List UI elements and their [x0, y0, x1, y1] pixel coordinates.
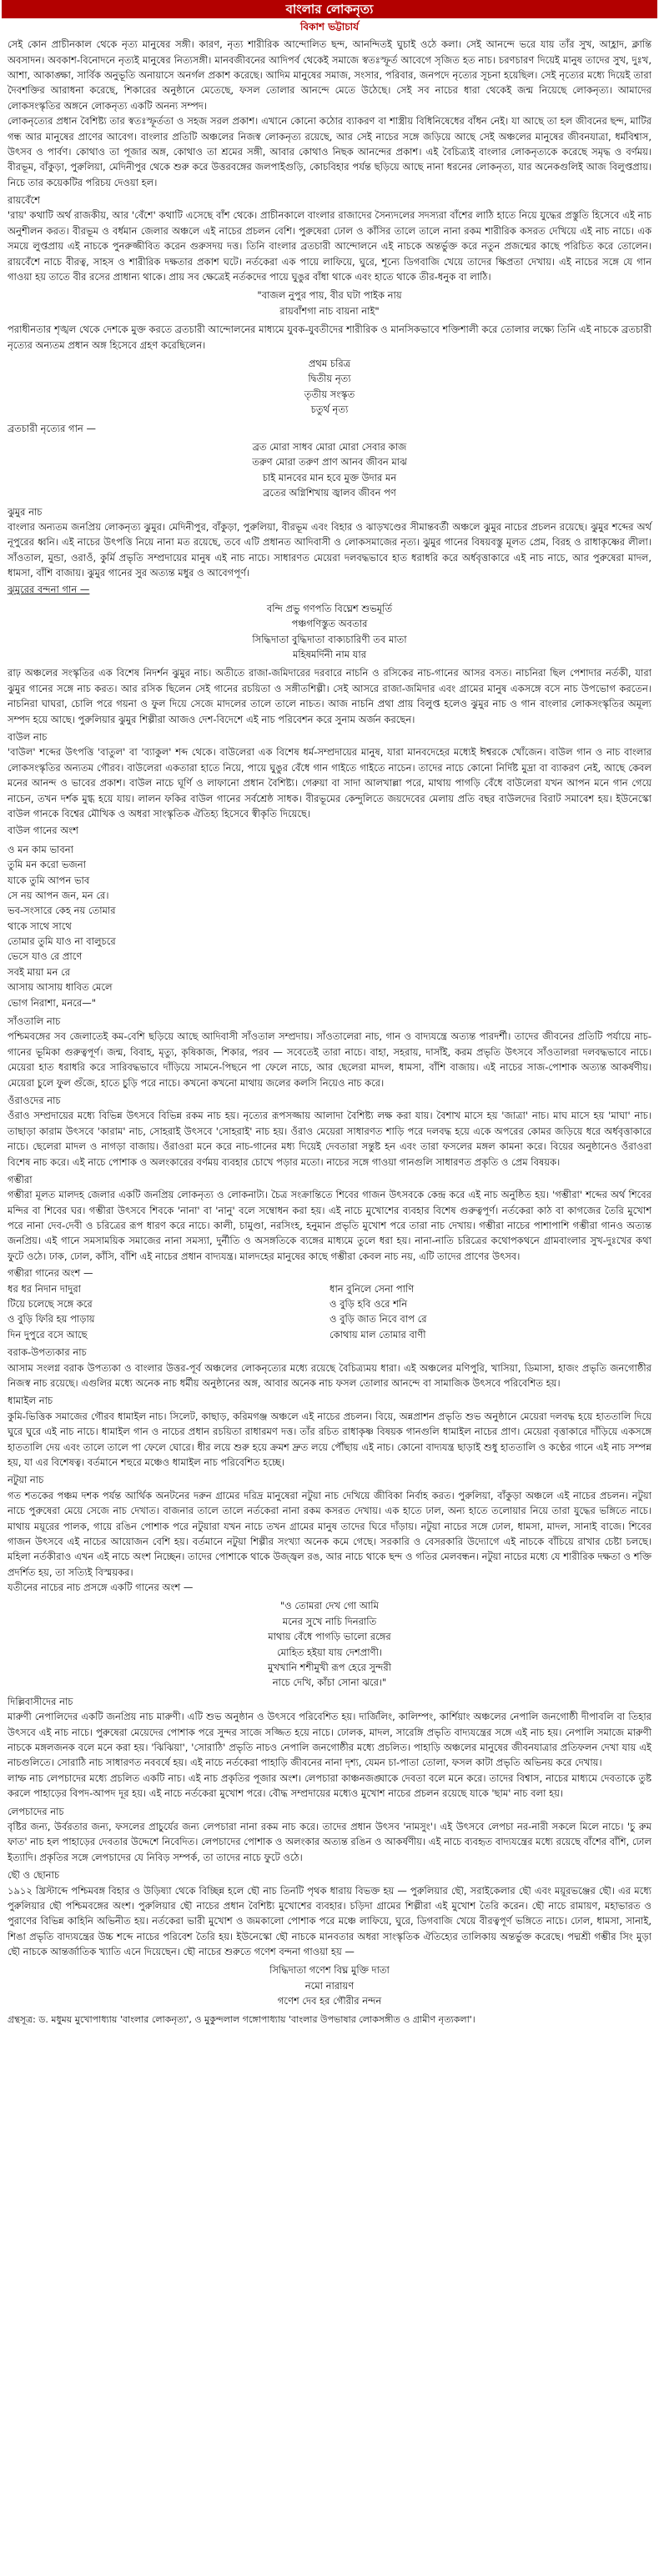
list-block — [8, 356, 651, 418]
song-label: গম্ভীরা গানের অংশ — — [8, 1267, 93, 1280]
poem-line: আসায় আসায় ধাবিত মেলে — [8, 981, 113, 994]
paragraph: ওঁরাও সম্প্রদায়ের মধ্যে বিভিন্ন উৎসবে বিভিন্ন রকম নাচ হয়। নৃত্যের রূপসজ্জায় আলাদা বৈশিষ্ট্য লক্ষ করা যায়। বৈশাখ মাসে হয় 'জাত্রা' নাচ। মাঘ মাসে হয় 'মাঘা' নাচ। তাছাড়া কারাম উৎসবে 'কারাম' নাচ, সোহরাই উৎসবে 'সোহরাই' নাচ হয়। ওঁরাও মেয়েরা সাধারণত শাড়ি পরে দলবদ্ধ হয়ে একে অপরের কোমর জড়িয়ে ধরে অর্ধবৃত্তাকারে নাচে। ছেলেরা মাদল ও নাগড়া বাজায়। ওঁরাওরা মনে করে নাচ-গানের মধ্য দিয়েই দেবতারা সন্তুষ্ট হন এবং তারা ফসলের মঙ্গল কামনা করে। বিয়ের অনুষ্ঠানেও ওঁরাওরা বিশেষ নাচ করে। এই নাচে পোশাক ও অলংকারের বর্ণময় ব্যবহার চোখে পড়ার মতো। নাচের সঙ্গে গাওয়া গানগুলি সাধারণত প্রকৃতি ও প্রেম বিষয়ক। — [8, 1110, 651, 1168]
poem-line: কোথায় মাল তোমার বাণী — [330, 1328, 426, 1341]
section-heading-gambhira: গম্ভীরা — [8, 1173, 33, 1185]
poem-column-left — [8, 1281, 330, 1343]
paragraph: যতীনের নাচের নাচ প্রসঙ্গে একটি গানের অংশ — — [8, 1581, 194, 1594]
poem-line: মোহিত হইয়া যায় দেশপ্রাণী। — [277, 1646, 382, 1658]
list-item: প্রথম চরিত্র — [308, 358, 351, 369]
section-heading-oraon: ওঁরাওদের নাচ — [8, 1094, 61, 1106]
poem-line: মহিষমর্দিনী নাম যার — [292, 649, 367, 661]
poem-line: মুখখানি শশীমুখী রূপ হেরে সুন্দরী — [267, 1661, 391, 1674]
poem-line: সিদ্ধিদাতা গণেশ বিঘ্ন মুক্তি দাতা — [269, 1964, 390, 1977]
poem-block — [8, 1598, 651, 1690]
poem-block — [8, 1962, 651, 2008]
poem-line: চাই মানবের মান হবে মুক্ত উদার মন — [262, 471, 397, 484]
poem-line: তোমার তুমি যাও না বালুচরে — [8, 935, 116, 948]
list-item: তৃতীয় সংস্কৃত — [304, 388, 355, 400]
poem-line: ও মন কাম ভাবনা — [8, 843, 73, 855]
poem-line: টিয়ে চলেছে সঙ্গে করে — [8, 1298, 93, 1311]
paragraph: গত শতকের পঞ্চম দশক পর্যন্ত আর্থিক অনটনের দরুন গ্রামের দরিদ্র মানুষেরা নটুয়া নাচ দেখিয়ে জীবিকা নির্বাহ করত। পুরুলিয়া, বাঁকুড়া অঞ্চলে এই নাচের প্রচলন। নটুয়া নাচে পুরুষেরা মেয়ে সেজে নাচ দেখাত। বাজনার তালে তালে নর্তকেরা নানা রকম কসরত দেখায়। এক হাতে ঢাল, অন্য হাতে তলোয়ার নিয়ে তারা যুদ্ধের ভঙ্গিতে নাচে। মাথায় ময়ূরের পালক, গায়ে রঙিন পোশাক পরে নটুয়ারা যখন নাচে তখন গ্রামের মানুষ তাদের ঘিরে দাঁড়ায়। নটুয়া নাচের সঙ্গে ঢোল, ধামসা, মাদল, সানাই বাজে। শিবের গাজন উৎসবে এই নাচের আয়োজন বেশি হয়। বর্তমানে নটুয়া শিল্পীর সংখ্যা অনেক কমে গেছে। সরকারি ও বেসরকারি উদ্যোগে এই নাচকে বাঁচিয়ে রাখার চেষ্টা চলছে। মহিলা নর্তকীরাও এখন এই নাচে অংশ নিচ্ছেন। তাদের পোশাকে থাকে উজ্জ্বল রঙ, আর নাচে থাকে ছন্দ ও গতির মেলবন্ধন। নটুয়া নাচের মধ্যে যে শারীরিক দক্ষতা ও শক্তি প্রদর্শিত হয়, তা সত্যিই বিস্ময়কর। — [8, 1489, 651, 1578]
list-item: দ্বিতীয় নৃত্য — [308, 373, 351, 385]
paragraph: লাম্ফ নাচ লেপচাদের মধ্যে প্রচলিত একটি নাচ। এই নাচ প্রকৃতির পূজার অংশ। লেপচারা কাঞ্চনজঙ্ঘাকে দেবতা বলে মনে করে। তাদের বিশ্বাস, নাচের মাধ্যমে দেবতাকে তুষ্ট করলে পাহাড়ের বিপদ-আপদ দূর হয়। এই নাচে নর্তকেরা মুখোশ পরে। বৌদ্ধ সম্প্রদায়ের মধ্যেও মুখোশ নাচের প্রচলন রয়েছে যাকে 'ছাম' নাচ বলা হয়। — [8, 1772, 651, 1800]
paragraph: 'রায়' কথাটি অর্থ রাজকীয়, আর 'বেঁশে' কথাটি এসেছে বাঁশ থেকে। প্রাচীনকালে বাংলার রাজাদের সৈন্যদলের সদস্যরা বাঁশের লাঠি হাতে নিয়ে যুদ্ধের প্রস্তুতি হিসেবে এই নাচ অনুশীলন করত। বীরভূম ও বর্ধমান জেলার অঞ্চলে এই নাচের প্রচলন বেশি। পুরুষেরা ঢোল ও কাঁসির তালে তালে নানা রকম শারীরিক কসরত দেখিয়ে এই নাচ নাচে। এক সময়ে লুপ্তপ্রায় এই নাচকে পুনরুজ্জীবিত করেন গুরুসদয় দত্ত। তিনি বাংলার ব্রতচারী আন্দোলনে এই নাচকে অন্তর্ভুক্ত করে নতুন প্রজন্মের কাছে পরিচিত করে তোলেন। রায়বেঁশে নাচে বীরত্ব, সাহস ও শারীরিক দক্ষতার প্রকাশ ঘটে। নর্তকেরা এক পায়ে লাফিয়ে, ঘুরে, শূন্যে ডিগবাজি খেয়ে তাদের ক্ষিপ্রতা দেখায়। এই নাচের সঙ্গে যে গান গাওয়া হয় তাতে বীর রসের প্রাধান্য থাকে। প্রায় সব ক্ষেত্রেই নর্তকদের পায়ে ঘুঙুর বাঁধা থাকে এবং হাতে থাকে তীর-ধনুক বা লাঠি। — [8, 209, 651, 283]
paragraph: মারুণী নেপালিদের একটি জনপ্রিয় নাচ মারুণী। এটি শুভ অনুষ্ঠান ও উৎসবে পরিবেশিত হয়। দার্জিলিং, কালিম্পং, কার্শিয়াং অঞ্চলের নেপালি জনগোষ্ঠী দীপাবলি বা তিহার উৎসবে এই নাচ নাচে। পুরুষেরা মেয়েদের পোশাক পরে সুন্দর সাজে সজ্জিত হয়ে নাচে। ঢোলক, মাদল, সারেঙ্গি প্রভৃতি বাদ্যযন্ত্রের সঙ্গে এই নাচ হয়। নেপালি সমাজে মারুণী নাচকে মঙ্গলজনক বলে মনে করা হয়। 'ঝিঝিয়া', 'সোরাঠি' প্রভৃতি নাচও নেপালি জনগোষ্ঠীর মধ্যে প্রচলিত। পাহাড়ি অঞ্চলের মানুষের জীবনযাত্রার প্রতিফলন দেখা যায় এই নাচগুলিতে। সোরাঠি নাচ সাধারণত নববর্ষে হয়। এই নাচে নর্তকেরা পাহাড়ি জীবনের নানা দৃশ্য, যেমন চা-পাতা তোলা, ফসল কাটা প্রভৃতি অভিনয় করে দেখায়। — [8, 1711, 651, 1769]
poem-line: থাকে সাথে সাথে — [8, 920, 72, 932]
poem-line: সবই মায়া মন রে — [8, 965, 71, 978]
section-heading-santhal: সাঁওতালি নাচ — [8, 1015, 61, 1028]
section-heading-baul: বাউল নাচ — [8, 730, 48, 743]
poem-line: পঞ্চগণিস্তুত অবতার — [291, 618, 368, 630]
song-label: ঝুমুরের বন্দনা গান — — [8, 584, 90, 596]
section-heading-chho: ছৌ ও ছোনাচ — [8, 1869, 60, 1882]
paragraph: কুমি-ভিত্তিক সমাজের গৌরব ধামাইল নাচ। সিলেট, কাছাড়, করিমগঞ্জ অঞ্চলে এই নাচের প্রচলন। বিয়ে, অন্নপ্রাশন প্রভৃতি শুভ অনুষ্ঠানে মেয়েরা দলবদ্ধ হয়ে হাততালি দিয়ে ঘুরে ঘুরে এই নাচ নাচে। ধামাইল গান ও নাচের প্রধান রচয়িতা রাধারমণ দত্ত। তাঁর রচিত রাধাকৃষ্ণ বিষয়ক গানগুলি ধামাইল নাচের প্রাণ। মেয়েরা বৃত্তাকারে দাঁড়িয়ে একসঙ্গে হাততালি দেয় এবং তালে তালে পা ফেলে ঘোরে। ধীর লয়ে শুরু হয়ে ক্রমশ দ্রুত লয়ে পৌঁছায় এই নাচ। কোনো বাদ্যযন্ত্র ছাড়াই শুধু হাততালি ও কণ্ঠের গানে এই নাচ সম্পন্ন হয়, যা এর বিশেষত্ব। বর্তমানে শহুরে মঞ্চেও ধামাইল নাচ পরিবেশিত হচ্ছে। — [8, 1410, 651, 1468]
author-name: বিকাশ ভট্টাচার্য — [299, 21, 360, 33]
poem-line: সিদ্ধিদাতা বুদ্ধিদাতা বাক্যচারিণী তব মাতা — [252, 633, 407, 645]
poem-line: ভব-সংসারে কেহ নয় তোমার — [8, 905, 116, 917]
list-item: চতুর্থ নৃত্য — [310, 403, 349, 416]
section-heading-lepcha: লেপচাদের নাচ — [8, 1805, 64, 1817]
poem-block — [8, 601, 651, 663]
poem-column-right — [330, 1281, 651, 1343]
poem-line: "ও তোমরা দেখ গো আমি — [280, 1600, 379, 1612]
poem-line: নাচে দেখি, কাঁচা সোনা ঝরে।" — [272, 1676, 387, 1689]
poem-line: ও বুড়ি হবি ওরে শনি — [330, 1298, 408, 1311]
section-heading-north: বরাক-উপত্যকার নাচ — [8, 1346, 87, 1359]
intro-paragraph: সেই কোন প্রাচীনকাল থেকে নৃত্য মানুষের সঙ্গী। কারণ, নৃত্য শারীরিক আন্দোলিত ছন্দ, আনন্দিতই ঘুচাই ওঠে কলা। সেই আনন্দে ভরে যায় তাঁর সুখ, আহ্লাদ, ক্লান্তি অবসাদন। অবকাশ-বিনোদনে নৃত্যই মানুষের নিত্যসঙ্গী। মানবজীবনের আদিপর্ব থেকেই সমাজে স্বতঃস্ফূর্ত আবেগে সৃজিত হত নাচ। চরণচারণ দিয়েই মানুষ তাদের সুখ, দুঃখ, আশা, আকাঙ্ক্ষা, সার্বিক অনুভূতি অনায়াসে অনর্গল প্রকাশ করেছে। আদিম মানুষের সমাজ, সংসার, পরিবার, জনপদে নৃত্যের সূচনা হয়েছিল। সেই নৃত্যের মধ্যে দিয়েই তারা দৈবশক্তির আরাধনা করেছে, শিকারের অনুষ্ঠানে মেতেছে, ফসল তোলার আনন্দে মেতে উঠেছে। সেই সব নাচের ধারা থেকেই জন্ম নিয়েছে লোকনৃত্য। আমাদের লোকসংস্কৃতির অঙ্গনে লোকনৃত্য একটি অনন্য সম্পদ। — [8, 38, 651, 112]
source-footnote: গ্রন্থসূত্র: ড. মধুময় মুখোপাধ্যায় 'বাংলার লোকনৃত্য', ও মুকুন্দলাল গঙ্গোপাধ্যায় 'বাংলার উপভাষার লোকসঙ্গীত ও গ্রামীণ নৃত্যকলা'। — [8, 2013, 475, 2025]
paragraph: বাংলার অন্যতম জনপ্রিয় লোকনৃত্য ঝুমুর। মেদিনীপুর, বাঁকুড়া, পুরুলিয়া, বীরভূম এবং বিহার ও ঝাড়খণ্ডের সীমান্তবর্তী অঞ্চলে ঝুমুর নাচের প্রচলন রয়েছে। ঝুমুর শব্দের অর্থ নূপুরের ধ্বনি। এই নাচের উৎপত্তি নিয়ে নানা মত রয়েছে, তবে এটি প্রধানত আদিবাসী ও লোকসমাজের নৃত্য। ঝুমুর গানের বিষয়বস্তু মূলত প্রেম, বিরহ ও রাধাকৃষ্ণের লীলা। সাঁওতাল, মুন্ডা, ওরাওঁ, কুর্মি প্রভৃতি সম্প্রদায়ের মানুষ এই নাচ নাচে। সাধারণত মেয়েরা দলবদ্ধভাবে হাত ধরাধরি করে অর্ধবৃত্তাকারে এই নাচ নাচে, আর পুরুষেরা মাদল, ধামসা, বাঁশি বাজায়। ঝুমুর গানের সুর অত্যন্ত মধুর ও আবেগপূর্ণ। — [8, 520, 651, 579]
song-label: ব্রতচারী নৃত্যের গান — — [8, 422, 96, 434]
section-heading-dilli: দিল্লিবাসীদের নাচ — [8, 1695, 73, 1707]
page-title: বাংলার লোকনৃত্য — [2, 0, 657, 18]
poem-line: তরুণ মোরা তরুণ প্রাণ আনব জীবন মাঝ — [252, 456, 407, 469]
song-label: বাউল গানের অংশ — [8, 824, 78, 837]
section-heading-jhumur: ঝুমুর নাচ — [8, 505, 43, 518]
paragraph: পরাধীনতার শৃঙ্খল থেকে দেশকে মুক্ত করতে ব্রতচারী আন্দোলনের মাধ্যমে যুবক-যুবতীদের শারীরিক ও মানসিকভাবে শক্তিশালী করে তোলার লক্ষ্যে তিনি এই নাচকে ব্রতচারী নৃত্যের অন্যতম প্রধান অঙ্গ হিসেবে গ্রহণ করেছিলেন। — [8, 323, 651, 351]
poem-line: ভেসে যাও রে প্রাণে — [8, 950, 83, 963]
section-heading-raybeshe: রায়বেঁশে — [8, 194, 40, 207]
poem-line: ও বুড়ি জাত নিবে বাপ রে — [330, 1313, 427, 1326]
poem-line: যাকে তুমি আপন ভাব — [8, 874, 90, 886]
poem-line: দিন দুপুরে বসে আছে — [8, 1328, 88, 1341]
article-body — [0, 37, 659, 2027]
poem-block — [8, 842, 651, 1010]
poem-line: মাথায় বেঁধে পাগড়ি ভালো রঙ্গের — [268, 1631, 391, 1643]
paragraph: পশ্চিমবঙ্গের সব জেলাতেই কম-বেশি ছড়িয়ে আছে আদিবাসী সাঁওতাল সম্প্রদায়। সাঁওতালেরা নাচ, গান ও বাদ্যযন্ত্রে অত্যন্ত পারদর্শী। তাদের জীবনের প্রতিটি পর্যায়ে নাচ-গানের ভূমিকা গুরুত্বপূর্ণ। জন্ম, বিবাহ, মৃত্যু, কৃষিকাজ, শিকার, পরব — সবেতেই তারা নাচে। বাহা, সহরায়, দাসাঁই, করম প্রভৃতি উৎসবে সাঁওতালরা দলবদ্ধভাবে নাচে। মেয়েরা হাত ধরাধরি করে সারিবদ্ধভাবে দাঁড়িয়ে সামনে-পিছনে পা ফেলে নাচে, আর ছেলেরা মাদল, ধামসা, বাঁশি বাজায়। এই নাচের সাজ-পোশাক অত্যন্ত আকর্ষণীয়। মেয়েরা চুলে ফুল গুঁজে, হাতে চুড়ি পরে নাচে। কখনো কখনো মাথায় জলের কলসি নিয়েও নাচ করে। — [8, 1030, 651, 1089]
paragraph: রাঢ় অঞ্চলের সংস্কৃতির এক বিশেষ নিদর্শন ঝুমুর নাচ। অতীতে রাজা-জমিদারের দরবারে নাচনি ও রসিকের নাচ-গানের আসর বসত। নাচনিরা ছিল পেশাদার নর্তকী, যারা ঝুমুর গানের সঙ্গে নাচ করত। আর রসিক ছিলেন সেই গানের রচয়িতা ও সঙ্গীতশিল্পী। সেই আসরে রাজা-জমিদার এবং গ্রামের মানুষ একসঙ্গে বসে নাচ উপভোগ করতেন। নাচনিরা ঘাঘরা, চোলি পরে গয়না ও ফুল দিয়ে সেজে মাদলের তালে তালে নাচত। আজ নাচনি প্রথা প্রায় বিলুপ্ত হলেও ঝুমুর নাচ ও গান বাংলার লোকসংস্কৃতির অমূল্য সম্পদ হয়ে আছে। পুরুলিয়ার ঝুমুর শিল্পীরা আজও দেশ-বিদেশে এই নাচ পরিবেশন করে সুনাম অর্জন করছেন। — [8, 667, 651, 725]
poem-two-column — [8, 1281, 651, 1343]
section-heading-natua: নটুয়া নাচ — [8, 1474, 44, 1486]
poem-line: রায়বাঁশগা নাচ বায়না নাই" — [279, 304, 380, 317]
poem-line: গণেশ দেব হর গৌরীর নন্দন — [277, 1995, 382, 2007]
poem-block — [8, 439, 651, 501]
poem-line: ধর ধর নিদান দাদুরা — [8, 1282, 81, 1295]
poem-line: তুমি মন করো ভজনা — [8, 859, 86, 871]
poem-line: সে নয় আপন জন, মন রে। — [8, 889, 109, 901]
poem-line: বন্দি প্রভু গণপতি বিঘ্নেশ শুভমূর্তি — [266, 602, 393, 614]
paragraph: আসাম সংলগ্ন বরাক উপত্যকা ও বাংলার উত্তর-পূর্ব অঞ্চলের লোকনৃত্যের মধ্যে রয়েছে বৈচিত্র্যময় ধারা। এই অঞ্চলের মণিপুরি, খাসিয়া, ডিমাসা, হাজং প্রভৃতি জনগোষ্ঠীর নিজস্ব নাচ রয়েছে। এগুলির মধ্যে অনেক নাচ ধর্মীয় অনুষ্ঠানের অঙ্গ, আবার অনেক নাচ ফসল তোলার আনন্দে বা সামাজিক উৎসবে পরিবেশিত হয়। — [8, 1361, 651, 1389]
poem-line: ব্রত মোরা সাধব মোরা মোরা সেবার কাজ — [252, 440, 407, 453]
poem-line: ধান বুনিলে সেনা পাণি — [330, 1282, 415, 1295]
paragraph: লোকনৃত্যের প্রধান বৈশিষ্ট্য তার স্বতঃস্ফূর্ততা ও সহজ সরল প্রকাশ। এখানে কোনো কঠোর ব্যাকরণ বা শাস্ত্রীয় বিধিনিষেধের বাঁধন নেই। যা আছে তা হল জীবনের ছন্দ, মাটির গন্ধ আর মানুষের প্রাণের আবেগ। বাংলার প্রতিটি অঞ্চলের নিজস্ব লোকনৃত্য রয়েছে, আর সেই নাচের সঙ্গে জড়িয়ে আছে সেই অঞ্চলের মানুষের জীবনযাত্রা, ধর্মবিশ্বাস, উৎসব ও পার্বণ। কোথাও তা পূজার অঙ্গ, কোথাও তা শ্রমের সঙ্গী, আবার কোথাও নিছক আনন্দের প্রকাশ। এই বৈচিত্র্যই বাংলার লোকনৃত্যকে করেছে সমৃদ্ধ ও বর্ণময়। বীরভূম, বাঁকুড়া, পুরুলিয়া, মেদিনীপুর থেকে শুরু করে উত্তরবঙ্গের জলপাইগুড়ি, কোচবিহার পর্যন্ত ছড়িয়ে আছে নানা ধরনের লোকনৃত্য, যার অনেকগুলিই আজ বিলুপ্তপ্রায়। নিচে তার কয়েকটির পরিচয় দেওয়া হল। — [8, 115, 651, 188]
poem-line: ব্রতের অগ্নিশিখায় জ্বালব জীবন পণ — [263, 487, 396, 499]
section-heading-dhamail: ধামাইল নাচ — [8, 1395, 53, 1407]
poem-block — [8, 288, 651, 318]
paragraph: গম্ভীরা মূলত মালদহ জেলার একটি জনপ্রিয় লোকনৃত্য ও লোকনাট্য। চৈত্র সংক্রান্তিতে শিবের গাজন উৎসবকে কেন্দ্র করে এই নাচ অনুষ্ঠিত হয়। 'গম্ভীরা' শব্দের অর্থ শিবের মন্দির বা শিবের ঘর। গম্ভীরা উৎসবে শিবকে 'নানা' বা 'নানু' বলে সম্বোধন করা হয়। এই নাচে মুখোশের ব্যবহার বিশেষ গুরুত্বপূর্ণ। নর্তকেরা কাঠ বা কাগজের তৈরি মুখোশ পরে নানা দেব-দেবী ও চরিত্রের রূপ ধারণ করে নাচে। কালী, চামুণ্ডা, নরসিংহ, হনুমান প্রভৃতি মুখোশ পরে তারা নাচ দেখায়। গম্ভীরা নাচের পাশাপাশি গম্ভীরা গানও অত্যন্ত জনপ্রিয়। এই গানে সমসাময়িক সমাজের নানা সমস্যা, দুর্নীতি ও অসঙ্গতিকে ব্যঙ্গের মাধ্যমে তুলে ধরা হয়। নানা-নাতি চরিত্রের কথোপকথনে গ্রামবাংলার সুখ-দুঃখের কথা ফুটে ওঠে। ঢাক, ঢোল, কাঁসি, বাঁশি এই নাচের প্রধান বাদ্যযন্ত্র। মালদহের মানুষের কাছে গম্ভীরা কেবল নাচ নয়, এটি তাদের প্রাণের উৎসব। — [8, 1189, 651, 1262]
poem-line: ভোগ নিরাশা, মনরে—" — [8, 996, 97, 1009]
poem-line: ও বুড়ি ফিরি হয় পাড়ায় — [8, 1313, 95, 1326]
paragraph: বৃষ্টির জন্য, উর্বরতার জন্য, ফসলের প্রাচুর্যের জন্য লেপচারা নানা রকম নাচ করে। তাদের প্রধান উৎসব 'নামসুং'। এই উৎসবে লেপচা নর-নারী সকলে মিলে নাচে। 'চু রুম ফাত' নাচ হল পাহাড়ের দেবতার উদ্দেশে নিবেদিত। লেপচাদের পোশাক ও অলংকার অত্যন্ত রঙিন ও আকর্ষণীয়। এই নাচে ব্যবহৃত বাদ্যযন্ত্রের মধ্যে রয়েছে বাঁশের বাঁশি, ঢোল ইত্যাদি। প্রকৃতির সঙ্গে লেপচাদের যে নিবিড় সম্পর্ক, তা তাদের নাচে ফুটে ওঠে। — [8, 1820, 651, 1863]
paragraph: ১৯১২ খ্রিস্টাব্দে পশ্চিমবঙ্গ বিহার ও উড়িষ্যা থেকে বিচ্ছিন্ন হলে ছৌ নাচ তিনটি পৃথক ধারায় বিভক্ত হয় — পুরুলিয়ার ছৌ, সরাইকেলার ছৌ এবং ময়ূরভঞ্জের ছৌ। এর মধ্যে পুরুলিয়ার ছৌ পশ্চিমবঙ্গের অংশ। পুরুলিয়ার ছৌ নাচের প্রধান বৈশিষ্ট্য মুখোশের ব্যবহার। চড়িদা গ্রামের শিল্পীরা এই মুখোশ তৈরি করেন। ছৌ নাচে রামায়ণ, মহাভারত ও পুরাণের বিভিন্ন কাহিনি অভিনীত হয়। নর্তকেরা ভারী মুখোশ ও জমকালো পোশাক পরে মঞ্চে লাফিয়ে, ঘুরে, ডিগবাজি খেয়ে বীরত্বপূর্ণ ভঙ্গিতে নাচে। ঢোল, ধামসা, সানাই, শিঙা প্রভৃতি বাদ্যযন্ত্রের উচ্চ শব্দে নাচের পরিবেশ তৈরি হয়। ইউনেস্কো ছৌ নাচকে মানবতার অধরা সাংস্কৃতিক ঐতিহ্যের তালিকায় অন্তর্ভুক্ত করেছে। পদ্মশ্রী গম্ভীর সিং মুড়া ছৌ নাচকে আন্তর্জাতিক খ্যাতি এনে দিয়েছেন। ছৌ নাচের শুরুতে গণেশ বন্দনা গাওয়া হয় — — [8, 1884, 651, 1958]
paragraph: 'বাউল' শব্দের উৎপত্তি 'বাতুল' বা 'ব্যাকুল' শব্দ থেকে। বাউলেরা এক বিশেষ ধর্ম-সম্প্রদায়ের মানুষ, যারা মানবদেহের মধ্যেই ঈশ্বরকে খোঁজেন। বাউল গান ও নাচ বাংলার লোকসংস্কৃতির অন্যতম গৌরব। বাউলেরা একতারা হাতে নিয়ে, পায়ে ঘুঙুর বেঁধে গান গাইতে গাইতে নাচেন। তাদের নাচে কোনো নির্দিষ্ট মুদ্রা বা ব্যাকরণ নেই, আছে কেবল মনের আনন্দ ও ভাবের প্রকাশ। বাউল নাচে ঘূর্ণি ও লাফানো প্রধান বৈশিষ্ট্য। গেরুয়া বা সাদা আলখাল্লা পরে, মাথায় পাগড়ি বেঁধে বাউলেরা যখন আপন মনে গান গেয়ে নাচেন, তখন দর্শক মুগ্ধ হয়ে যায়। লালন ফকির বাউল গানের সর্বশ্রেষ্ঠ সাধক। বীরভূমের কেন্দুলিতে জয়দেবের মেলায় প্রতি বছর বাউলদের বিরাট সমাবেশ হয়। ইউনেস্কো বাউল গানকে বিশ্বের মৌখিক ও অধরা সাংস্কৃতিক ঐতিহ্য হিসেবে স্বীকৃতি দিয়েছে। — [8, 746, 651, 819]
poem-line: মনের সুখে নাচি দিনরাতি — [282, 1615, 377, 1627]
poem-line: "বাজল নুপুর পায়, বীর ঘটা পাইক নায় — [257, 289, 402, 302]
poem-line: নমো নারায়ণ — [304, 1979, 355, 1992]
